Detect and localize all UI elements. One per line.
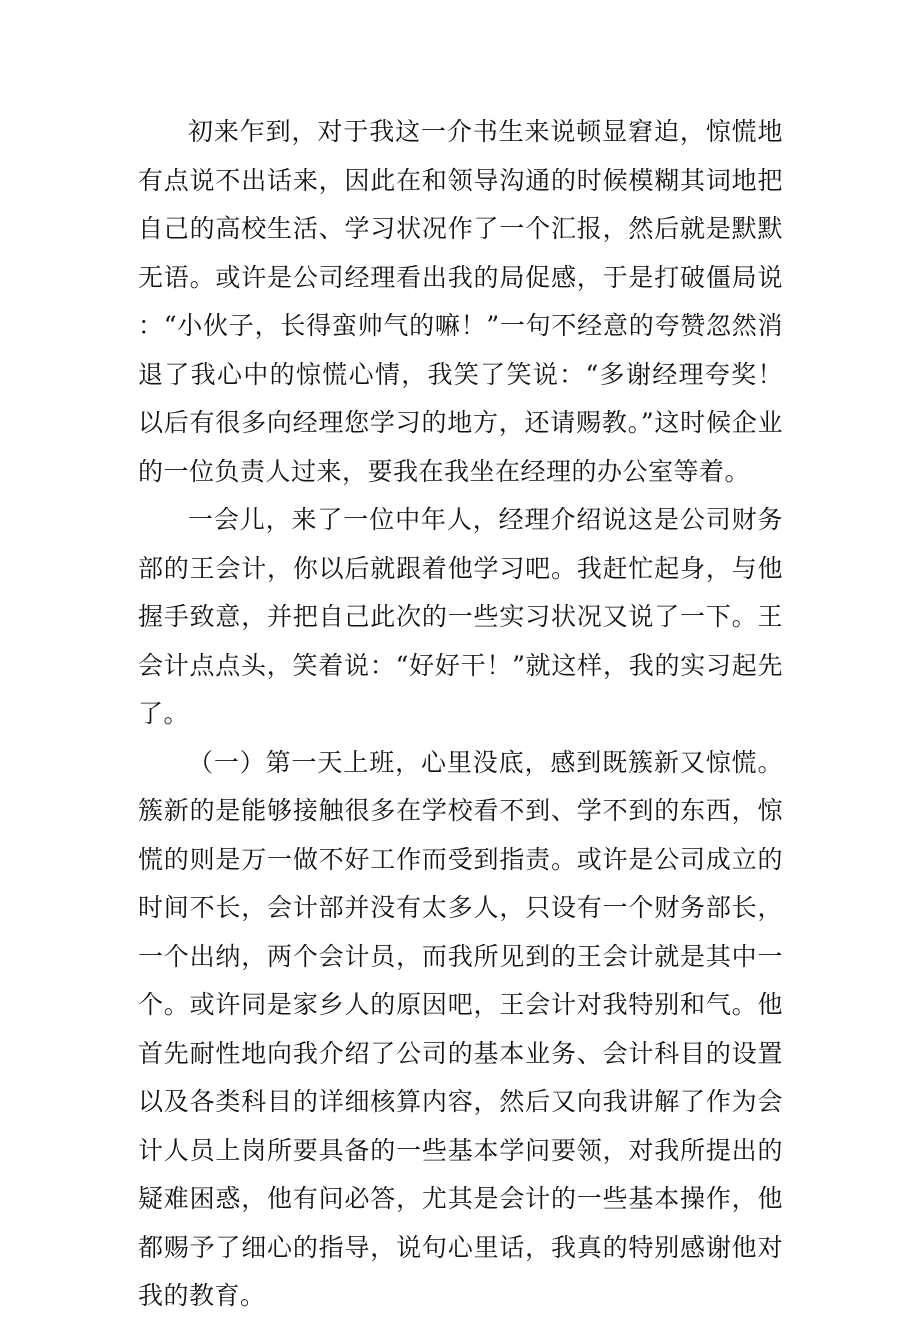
body-text [138,108,783,1321]
paragraph-first-day-work: （一）第一天上班，心里没底，感到既簇新又惊慌。簇新的是能够接触很多在学校看不到、学不到的东西，惊慌的则是万一做不好工作而受到指责。或许是公司成立的时间不长，会计部并没有太多人，只设有一个财务部长，一个出纳，两个会计员，而我所见到的王会计就是其中一个。或许同是家乡人的原因吧，王会计对我特别和气。他首先耐性地向我介绍了公司的基本业务、会计科目的设置以及各类科目的详细核算内容，然后又向我讲解了作为会计人员上岗所要具备的一些基本学问要领，对我所提出的疑难困惑，他有问必答，尤其是会计的一些基本操作，他都赐予了细心的指导，说句心里话，我真的特别感谢他对我的教育。 [138,747,783,1310]
paragraph-meeting-accountant: 一会儿，来了一位中年人，经理介绍说这是公司财务部的王会计，你以后就跟着他学习吧。我赶忙起身，与他握手致意，并把自己此次的一些实习状况又说了一下。王会计点点头，笑着说：“好好干！”就这样，我的实习起先了。 [138,505,783,728]
paragraph-first-day-meeting: 初来乍到，对于我这一介书生来说顿显窘迫，惊慌地有点说不出话来，因此在和领导沟通的时候模糊其词地把自己的高校生活、学习状况作了一个汇报，然后就是默默无语。或许是公司经理看出我的局促感，于是打破僵局说：“小伙子，长得蛮帅气的嘛！”一句不经意的夸赞忽然消退了我心中的惊慌心情，我笑了笑说：“多谢经理夸奖！以后有很多向经理您学习的地方，还请赐教。”这时候企业的一位负责人过来，要我在我坐在经理的办公室等着。 [138,117,783,486]
